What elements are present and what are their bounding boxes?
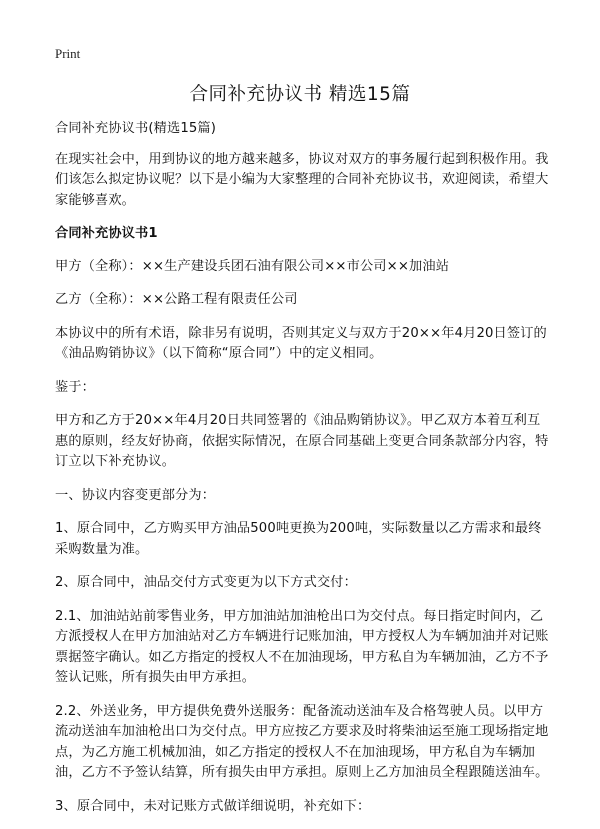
party-a-paragraph: 甲方（全称）：××生产建设兵团石油有限公司××市公司××加油站 — [55, 258, 450, 274]
clause-heading-paragraph: 一、协议内容变更部分为： — [55, 487, 216, 503]
background-paragraph: 甲方和乙方于20××年4月20日共同签署的《油品购销协议》。甲乙双方本着互利互惠的原则，经友好协商，依据实际情况，在原合同基础上变更合同条款部分内容，特订立以下补充协议。 — [55, 413, 549, 469]
section-heading: 合同补充协议书1 — [55, 226, 158, 241]
terms-definition-paragraph: 本协议中的所有术语，除非另有说明，否则其定义与双方于20××年4月20日签订的《油品购销协议》（以下简称“原合同”）中的定义相同。 — [55, 325, 547, 361]
clause-2-paragraph: 2、原合同中，油品交付方式变更为以下方式交付： — [55, 575, 357, 590]
clause-2-2-paragraph: 2.2、外送业务，甲方提供免费外送服务：配备流动送油车及合格驾驶人员。以甲方流动送油车加油枪出口为交付点。甲方应按乙方要求及时将柴油运至施工现场指定地点，为乙方施工机械加油，如乙方指定的授权人不在加油现场，甲方私自为车辆加油，乙方不予签认结算，所有损失由甲方承担。原则上乙方加油员全程跟随送油车。 — [55, 703, 549, 780]
party-b-paragraph: 乙方（全称）：××公路工程有限责任公司 — [55, 292, 298, 307]
document-title: 合同补充协议书 精选15篇 — [189, 84, 411, 105]
document-body — [55, 119, 550, 829]
document-subtitle: 合同补充协议书(精选15篇) — [55, 121, 217, 136]
clause-1-paragraph: 1、原合同中，乙方购买甲方油品500吨更换为200吨，实际数量以乙方需求和最终采购数量为准。 — [55, 521, 542, 557]
print-link[interactable]: Print — [55, 46, 81, 61]
clause-3-paragraph: 3、原合同中，未对记账方式做详细说明，补充如下： — [55, 798, 371, 814]
intro-paragraph: 在现实社会中，用到协议的地方越来越多，协议对双方的事务履行起到积极作用。我们该怎么拟定协议呢？以下是小编为大家整理的合同补充协议书，欢迎阅读，希望大家能够喜欢。 — [55, 151, 549, 208]
clause-2-1-paragraph: 2.1、加油站站前零售业务，甲方加油站加油枪出口为交付点。每日指定时间内，乙方派授权人在甲方加油站对乙方车辆进行记账加油，甲方授权人为车辆加油并对记账票据签字确认。如乙方指定的授权人不在加油现场，甲方私自为车辆加油，乙方不予签认记账，所有损失由甲方承担。 — [55, 608, 549, 685]
whereas-paragraph: 鉴于： — [55, 379, 96, 395]
